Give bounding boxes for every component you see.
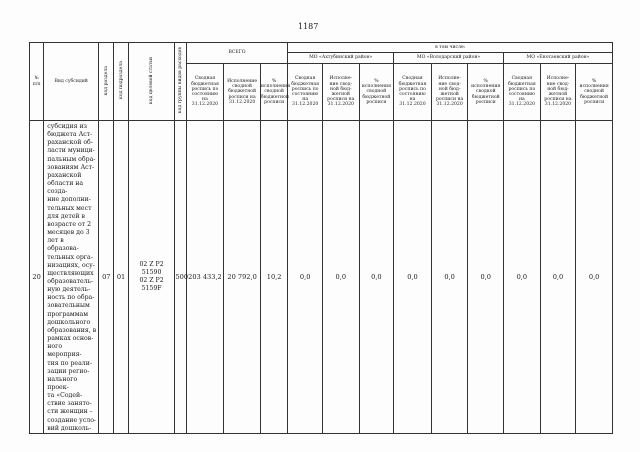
- header-section-code: код раздела: [103, 65, 109, 96]
- row-num: 20: [30, 121, 44, 434]
- budget-table: [29, 42, 613, 434]
- row-group: 500: [175, 121, 186, 434]
- header-district-1: МО «Ахтубинский район»: [288, 53, 394, 64]
- header-d1-exec: Исполне- ние свод- ной бюд- жетной росписи на 31.12.2020: [322, 64, 359, 121]
- header-d2-pct: % исполнения сводной бюджетной росписи: [468, 64, 504, 121]
- row-d1-exec: 0,0: [322, 121, 359, 434]
- header-total-plan: Сводная бюджетная роспись по состоянию на 31.12.2020: [186, 64, 224, 121]
- header-including: в том числе:: [288, 43, 613, 53]
- header-target-code: код целевой статьи: [149, 56, 155, 104]
- row-total-exec: 20 792,0: [224, 121, 261, 434]
- header-subsection-code: код подраздела: [118, 61, 124, 100]
- row-d1-pct: 0,0: [359, 121, 394, 434]
- row-d1-plan: 0,0: [288, 121, 323, 434]
- header-d3-pct: % исполнения сводной бюджетной росписи: [576, 64, 613, 121]
- row-d3-plan: 0,0: [504, 121, 541, 434]
- row-d2-plan: 0,0: [394, 121, 432, 434]
- header-d1-plan: Сводная бюджетная роспись по состоянию на 31.12.2020: [288, 64, 323, 121]
- row-subsection: 01: [114, 121, 128, 434]
- header-d3-exec: Исполне- ние свод- ной бюд- жетной росписи на 31.12.2020: [540, 64, 576, 121]
- header-d2-plan: Сводная бюджетная роспись по состоянию на 31.12.2020: [394, 64, 432, 121]
- row-total-pct: 10,2: [260, 121, 287, 434]
- row-d3-pct: 0,0: [576, 121, 613, 434]
- row-d3-exec: 0,0: [540, 121, 576, 434]
- header-num: № п/п: [30, 43, 44, 121]
- row-d2-pct: 0,0: [468, 121, 504, 434]
- row-section: 07: [99, 121, 114, 434]
- header-total: ВСЕГО: [186, 43, 288, 64]
- header-d2-exec: Исполне- ние свод- ной бюд- жетной росписи на 31.12.2020: [431, 64, 468, 121]
- header-expense-group-code: код группы видов расходов: [178, 47, 184, 114]
- row-target-code: 02 Z P2 51590 02 Z P2 5159F: [128, 121, 175, 434]
- row-total-plan: 203 433,2: [186, 121, 224, 434]
- table-row: [30, 121, 613, 434]
- header-district-2: МО «Володарский район»: [394, 53, 504, 64]
- header-d1-pct: % исполнения сводной бюджетной росписи: [359, 64, 394, 121]
- header-subsidy: Вид субсидий: [44, 43, 99, 121]
- header-total-pct: % исполнения сводной бюджетной росписи: [260, 64, 287, 121]
- row-d2-exec: 0,0: [431, 121, 468, 434]
- header-d3-plan: Сводная бюджетная роспись по состоянию на 31.12.2020: [504, 64, 541, 121]
- header-total-exec: Исполнение сводной бюджетной росписи на 31.12.2020: [224, 64, 261, 121]
- row-description: субсидия из бюджета Аст- раханской об- ласти муници- пальным обра- зованиям Аст- раханской области на созда- ние дополни- тельных мест для детей в возрасте от 2 месяцев до 3 лет в образова- тельных орга- низациях, осу- ществляющих образователь- ную деятель- ность по обра- зовательным программам дошкольного образования, в рамках основ- ного мероприя- тия по реали- зации регио- нального проек- та «Содей- ствие занято- сти женщин – создание усло- вий дошколь-: [44, 121, 99, 434]
- page-number: 1187: [298, 22, 319, 31]
- header-district-3: МО «Енотаевский район»: [504, 53, 613, 64]
